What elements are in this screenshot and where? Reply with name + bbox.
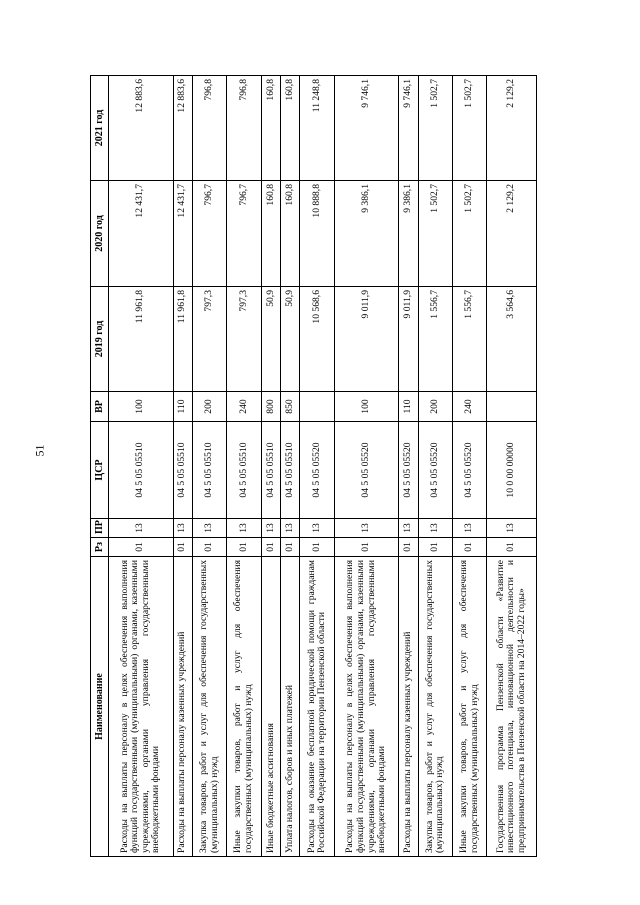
cell-rz: 01 (192, 538, 226, 557)
table-row (300, 76, 334, 857)
cell-2020: 796,7 (192, 181, 226, 287)
cell-2019: 9 011,9 (399, 287, 418, 392)
cell-2020: 160,8 (261, 181, 280, 287)
cell-vr: 200 (192, 392, 226, 422)
table-body (109, 76, 537, 857)
cell-2021: 12 883,6 (173, 76, 192, 181)
table-row (453, 76, 487, 857)
cell-2019: 1 556,7 (453, 287, 487, 392)
cell-name: Расходы на выплаты персоналу в целях обеспечения выполнения функций государственными (муниципальными) органами, казенными учреждениями, органами управления государственными внебюджетными фондами (334, 557, 399, 857)
header-name: Наименование (91, 557, 109, 857)
cell-name: Иные закупки товаров, работ и услуг для обеспечения государственных (муниципальных) нужд (227, 557, 261, 857)
cell-rz: 01 (418, 538, 452, 557)
cell-pr: 13 (453, 519, 487, 538)
table-row (227, 76, 261, 857)
header-2019: 2019 год (91, 287, 109, 392)
cell-2021: 2 129,2 (487, 76, 537, 181)
cell-csr: 04 5 05 05510 (261, 422, 280, 519)
cell-pr: 13 (281, 519, 300, 538)
cell-rz: 01 (399, 538, 418, 557)
cell-2020: 1 502,7 (418, 181, 452, 287)
cell-pr: 13 (173, 519, 192, 538)
cell-rz: 01 (227, 538, 261, 557)
cell-vr: 110 (399, 392, 418, 422)
cell-rz: 01 (261, 538, 280, 557)
cell-pr: 13 (300, 519, 334, 538)
table-header-row (91, 76, 109, 857)
cell-csr: 04 5 05 05520 (399, 422, 418, 519)
cell-rz: 01 (334, 538, 399, 557)
cell-2020: 1 502,7 (453, 181, 487, 287)
cell-name: Расходы на оказание бесплатной юридической помощи гражданам Российской Федерации на территории Пензенской области (300, 557, 334, 857)
cell-name: Иные бюджетные ассигнования (261, 557, 280, 857)
cell-rz: 01 (453, 538, 487, 557)
cell-name: Расходы на выплаты персоналу в целях обеспечения выполнения функций государственными (муниципальными) органами, казенными учреждениями, органами управления государственными внебюджетными фондами (109, 557, 174, 857)
cell-2020: 796,7 (227, 181, 261, 287)
cell-2019: 11 961,8 (173, 287, 192, 392)
header-rz: Рз (91, 538, 109, 557)
cell-name: Расходы на выплаты персоналу казенных учреждений (399, 557, 418, 857)
cell-2020: 12 431,7 (173, 181, 192, 287)
cell-rz: 01 (300, 538, 334, 557)
cell-vr: 100 (109, 392, 174, 422)
cell-pr: 13 (109, 519, 174, 538)
header-vr: ВР (91, 392, 109, 422)
cell-2020: 9 386,1 (399, 181, 418, 287)
cell-pr: 13 (487, 519, 537, 538)
cell-vr: 800 (261, 392, 280, 422)
cell-csr: 04 5 05 05520 (418, 422, 452, 519)
cell-vr: 240 (227, 392, 261, 422)
cell-csr: 04 5 05 05510 (192, 422, 226, 519)
table-row (418, 76, 452, 857)
cell-name: Расходы на выплаты персоналу казенных учреждений (173, 557, 192, 857)
cell-2020: 10 888,8 (300, 181, 334, 287)
table-row (487, 76, 537, 857)
cell-pr: 13 (334, 519, 399, 538)
cell-2020: 9 386,1 (334, 181, 399, 287)
cell-pr: 13 (418, 519, 452, 538)
cell-csr: 04 5 05 05510 (227, 422, 261, 519)
cell-rz: 01 (281, 538, 300, 557)
cell-vr: 100 (334, 392, 399, 422)
cell-vr: 110 (173, 392, 192, 422)
table-row (334, 76, 399, 857)
table-row (192, 76, 226, 857)
cell-2021: 12 883,6 (109, 76, 174, 181)
cell-2019: 50,9 (281, 287, 300, 392)
cell-2021: 796,8 (192, 76, 226, 181)
cell-vr: 200 (418, 392, 452, 422)
table-row (109, 76, 174, 857)
cell-csr: 10 0 00 00000 (487, 422, 537, 519)
header-pr: ПР (91, 519, 109, 538)
cell-name: Иные закупки товаров, работ и услуг для обеспечения государственных (муниципальных) нужд (453, 557, 487, 857)
cell-name: Закупка товаров, работ и услуг для обеспечения государственных (муниципальных) нужд (192, 557, 226, 857)
cell-2019: 3 564,6 (487, 287, 537, 392)
cell-csr: 04 5 05 05520 (453, 422, 487, 519)
cell-csr: 04 5 05 05510 (173, 422, 192, 519)
cell-pr: 13 (261, 519, 280, 538)
cell-csr: 04 5 05 05510 (109, 422, 174, 519)
cell-rz: 01 (487, 538, 537, 557)
cell-2020: 12 431,7 (109, 181, 174, 287)
cell-csr: 04 5 05 05520 (334, 422, 399, 519)
cell-vr (300, 392, 334, 422)
cell-2020: 160,8 (281, 181, 300, 287)
cell-rz: 01 (173, 538, 192, 557)
table-row (261, 76, 280, 857)
table-row (399, 76, 418, 857)
cell-2020: 2 129,2 (487, 181, 537, 287)
cell-2021: 796,8 (227, 76, 261, 181)
cell-vr: 850 (281, 392, 300, 422)
budget-table (90, 75, 537, 857)
cell-2021: 1 502,7 (418, 76, 452, 181)
table-row (281, 76, 300, 857)
cell-2019: 11 961,8 (109, 287, 174, 392)
cell-name: Государственная программа Пензенской области «Развитие инвестиционного потенциала, инновационной деятельности и предпринимательства в Пензенской области на 2014–2022 годы» (487, 557, 537, 857)
cell-rz: 01 (109, 538, 174, 557)
cell-2019: 797,3 (192, 287, 226, 392)
cell-2019: 1 556,7 (418, 287, 452, 392)
cell-vr (487, 392, 537, 422)
cell-pr: 13 (192, 519, 226, 538)
cell-2019: 10 568,6 (300, 287, 334, 392)
cell-name: Уплата налогов, сборов и иных платежей (281, 557, 300, 857)
cell-vr: 240 (453, 392, 487, 422)
cell-pr: 13 (399, 519, 418, 538)
cell-2021: 1 502,7 (453, 76, 487, 181)
header-csr: ЦСР (91, 422, 109, 519)
cell-2021: 160,8 (261, 76, 280, 181)
cell-2021: 11 248,8 (300, 76, 334, 181)
header-2020: 2020 год (91, 181, 109, 287)
cell-2019: 797,3 (227, 287, 261, 392)
cell-2019: 9 011,9 (334, 287, 399, 392)
table-row (173, 76, 192, 857)
cell-csr: 04 5 05 05510 (281, 422, 300, 519)
cell-2021: 9 746,1 (334, 76, 399, 181)
cell-pr: 13 (227, 519, 261, 538)
cell-2019: 50,9 (261, 287, 280, 392)
header-2021: 2021 год (91, 76, 109, 181)
cell-2021: 9 746,1 (399, 76, 418, 181)
cell-name: Закупка товаров, работ и услуг для обеспечения государственных (муниципальных) нужд (418, 557, 452, 857)
cell-csr: 04 5 05 05520 (300, 422, 334, 519)
cell-2021: 160,8 (281, 76, 300, 181)
page-number: 51 (32, 444, 47, 457)
rotated-table-container (90, 76, 537, 857)
